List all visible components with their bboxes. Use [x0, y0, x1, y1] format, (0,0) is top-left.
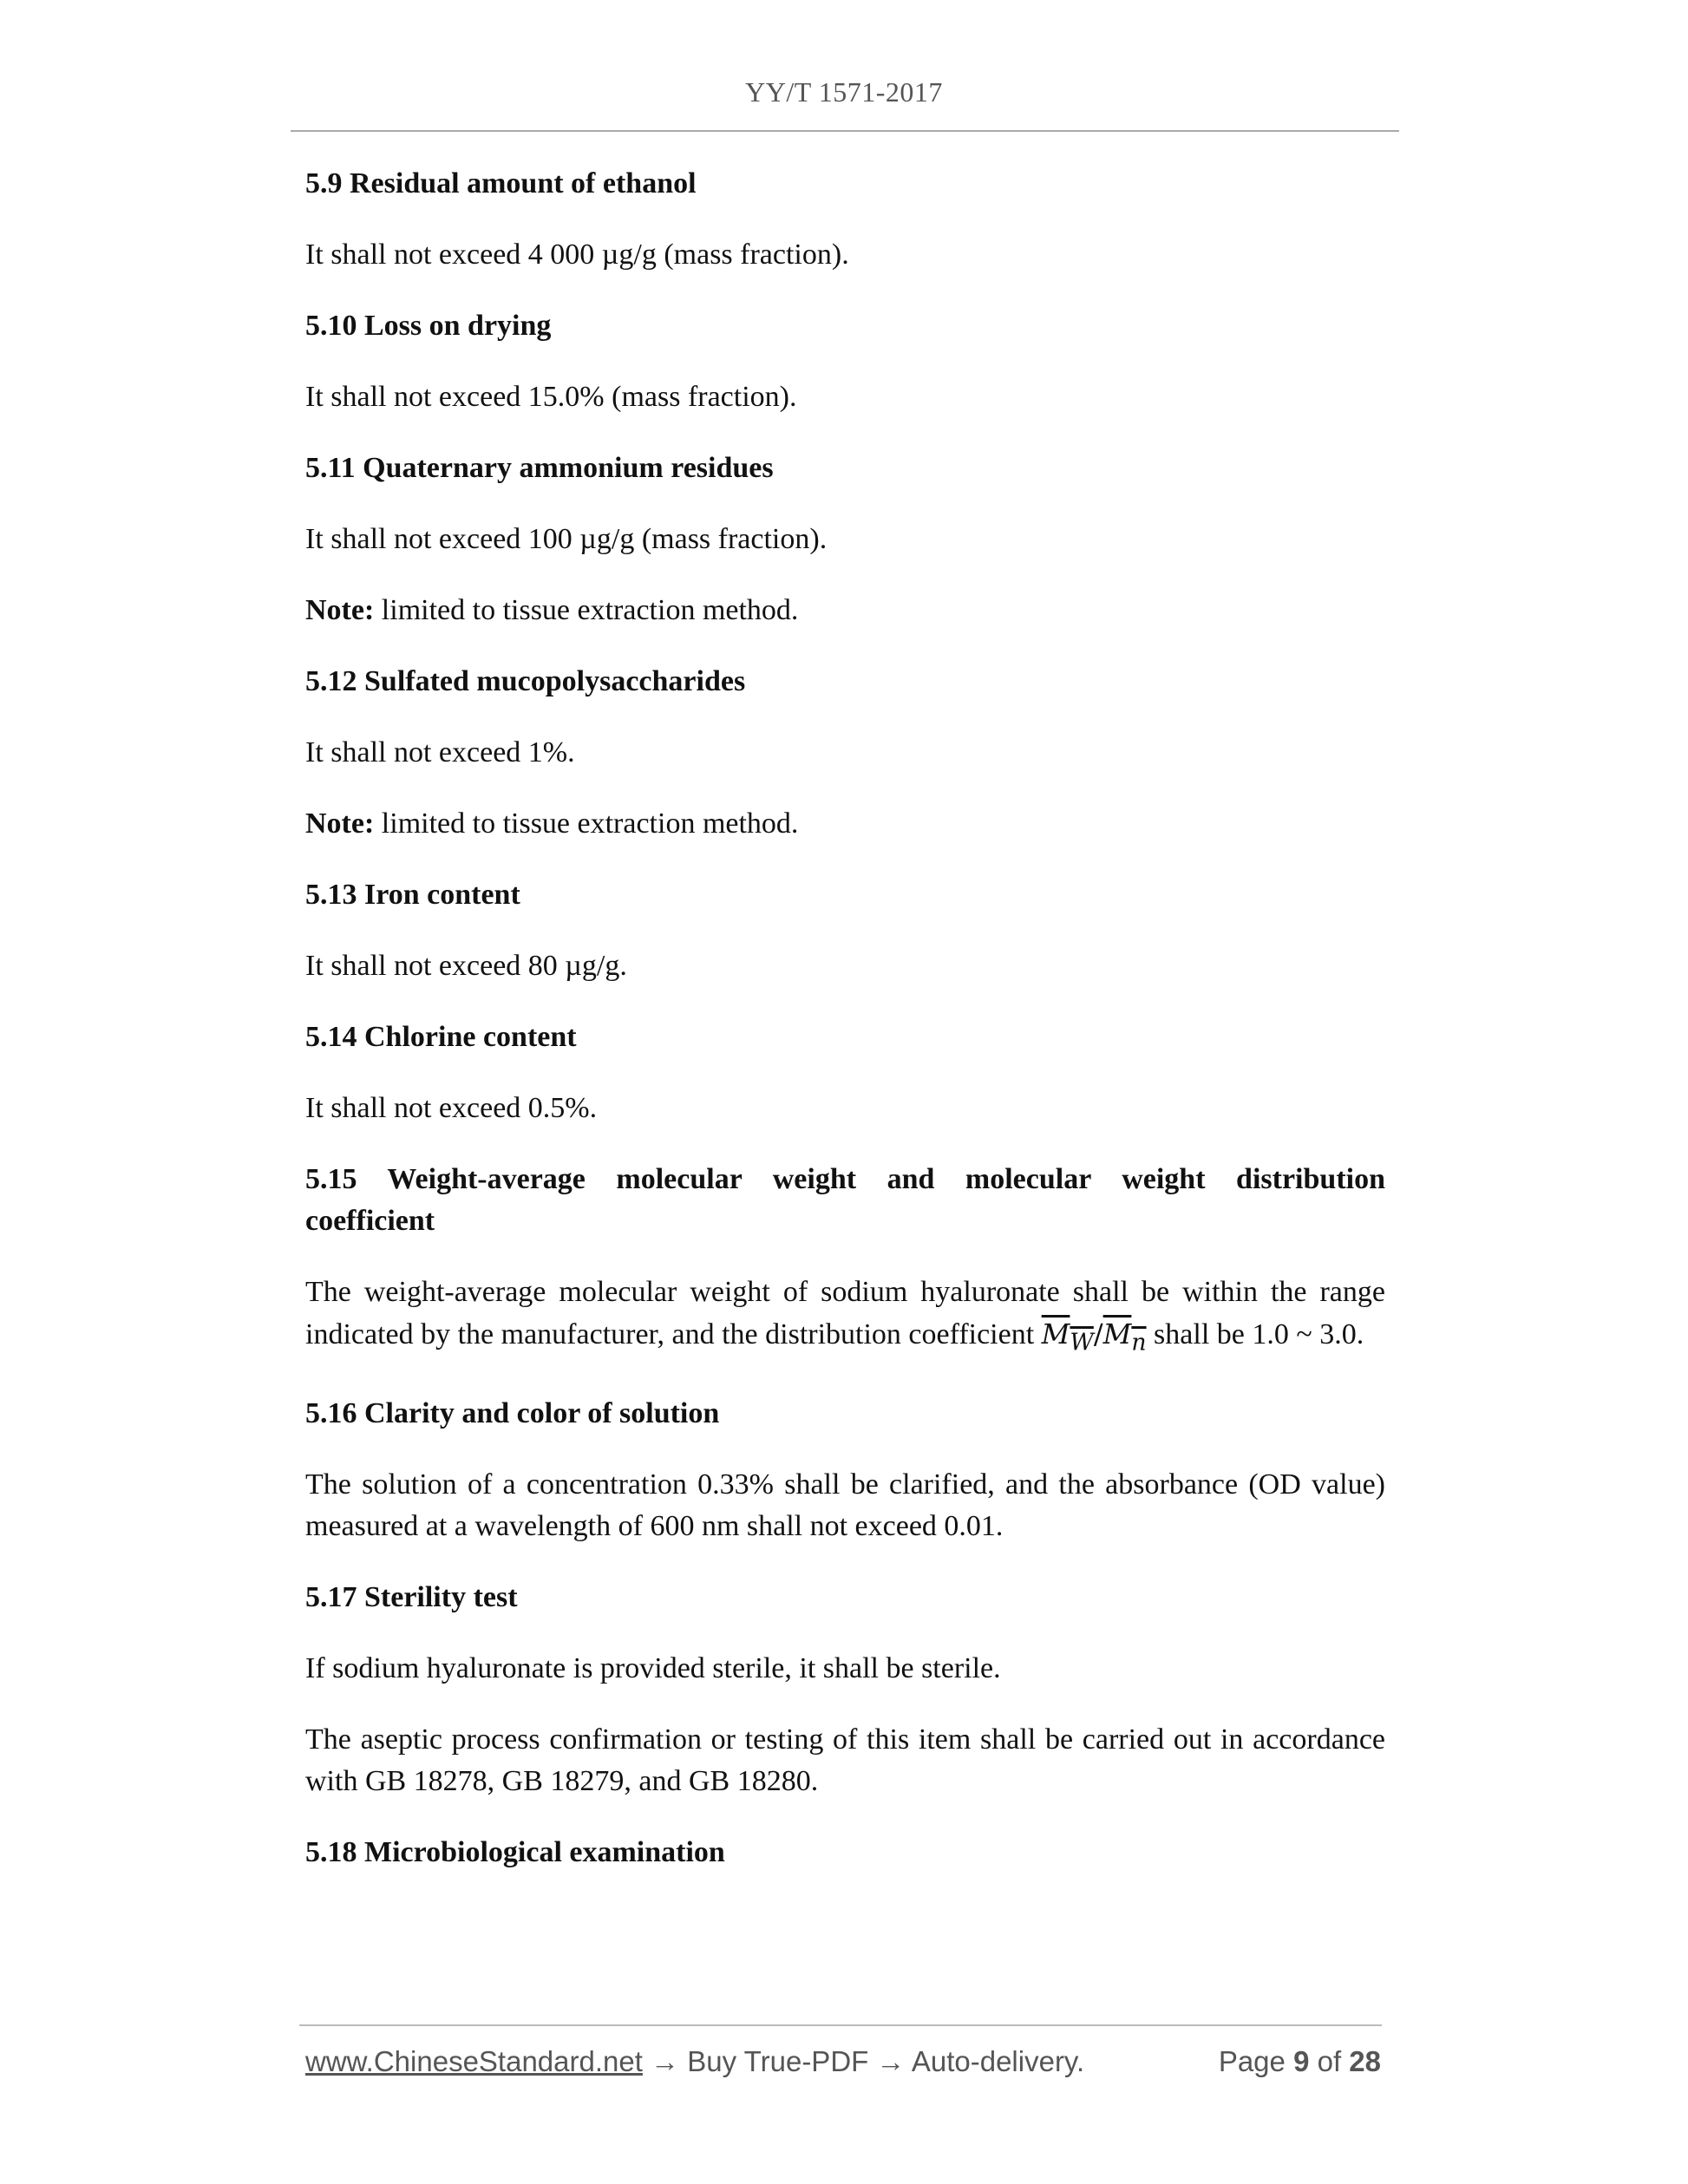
document-code-header: YY/T 1571-2017	[745, 76, 943, 108]
section-5-15-heading-line1: 5.15 Weight-average molecular weight and molecular weight distribution	[305, 1163, 1385, 1195]
section-5-15-heading	[305, 1159, 1385, 1242]
section-5-17-text1: If sodium hyaluronate is provided sterile, it shall be sterile.	[305, 1652, 1001, 1685]
formula-mn-subscript: n	[1131, 1329, 1147, 1357]
section-5-9-heading: 5.9 Residual amount of ethanol	[305, 167, 697, 199]
section-5-18-heading: 5.18 Microbiological examination	[305, 1836, 725, 1869]
section-5-11-text: It shall not exceed 100 µg/g (mass fraction).	[305, 523, 828, 555]
section-5-12-note	[305, 803, 1385, 845]
note-label: Note:	[305, 808, 375, 840]
of-label: of	[1309, 2045, 1350, 2077]
distribution-coefficient-formula	[1041, 1318, 1147, 1357]
page-footer	[305, 2045, 1381, 2078]
section-5-12-heading: 5.12 Sulfated mucopolysaccharides	[305, 665, 746, 697]
section-5-9-text: It shall not exceed 4 000 µg/g (mass fraction).	[305, 239, 849, 271]
formula-slash: /	[1093, 1318, 1103, 1350]
arrow-icon: →	[642, 2045, 688, 2077]
section-5-15-heading-line2: coefficient	[305, 1205, 435, 1237]
page-body	[305, 163, 1385, 1903]
section-5-15-text-before: The weight-average molecular weight of sodium hyaluronate shall be within the range indicated by the manufacturer, and the distribution coefficient	[305, 1276, 1385, 1350]
section-5-14-heading: 5.14 Chlorine content	[305, 1021, 577, 1053]
section-5-10-heading: 5.10 Loss on drying	[305, 310, 552, 342]
total-pages: 28	[1349, 2045, 1381, 2077]
section-5-16-heading: 5.16 Clarity and color of solution	[305, 1397, 720, 1430]
section-5-13-heading: 5.13 Iron content	[305, 879, 520, 911]
section-5-10-text: It shall not exceed 15.0% (mass fraction).	[305, 381, 797, 413]
note-label: Note:	[305, 594, 375, 626]
section-5-17-heading: 5.17 Sterility test	[305, 1581, 518, 1614]
website-link[interactable]: www.ChineseStandard.net	[305, 2045, 643, 2077]
formula-mw-subscript: W	[1070, 1329, 1094, 1357]
note-text: limited to tissue extraction method.	[374, 594, 799, 626]
formula-mw-symbol: M	[1041, 1318, 1070, 1350]
page-number: 9	[1293, 2045, 1310, 2077]
section-5-15-text-after: shall be 1.0 ~ 3.0.	[1146, 1318, 1364, 1350]
footer-divider	[299, 2024, 1382, 2026]
buy-true-pdf-text: Buy True-PDF	[687, 2045, 869, 2077]
section-5-17-text2: The aseptic process confirmation or testing of this item shall be carried out in accordance with GB 18278, GB 18279, and GB 18280.	[305, 1723, 1385, 1798]
formula-mw	[1041, 1318, 1094, 1357]
header-divider	[291, 130, 1399, 132]
section-5-13-text: It shall not exceed 80 µg/g.	[305, 950, 627, 982]
formula-mn-symbol: M	[1102, 1318, 1132, 1350]
page-label: Page	[1218, 2045, 1294, 2077]
section-5-16-text: The solution of a concentration 0.33% shall be clarified, and the absorbance (OD value) measured at a wavelength of 600 nm shall not exceed 0.01.	[305, 1468, 1385, 1543]
section-5-11-note	[305, 590, 1385, 631]
section-5-11-heading: 5.11 Quaternary ammonium residues	[305, 452, 774, 484]
section-5-14-text: It shall not exceed 0.5%.	[305, 1092, 598, 1124]
auto-delivery-text: Auto-delivery.	[911, 2045, 1085, 2077]
arrow-icon: →	[868, 2045, 912, 2077]
section-5-15-text	[305, 1272, 1385, 1363]
note-text: limited to tissue extraction method.	[374, 808, 799, 840]
formula-mn	[1102, 1318, 1147, 1357]
section-5-12-text: It shall not exceed 1%.	[305, 736, 575, 768]
page-indicator	[1219, 2045, 1381, 2078]
